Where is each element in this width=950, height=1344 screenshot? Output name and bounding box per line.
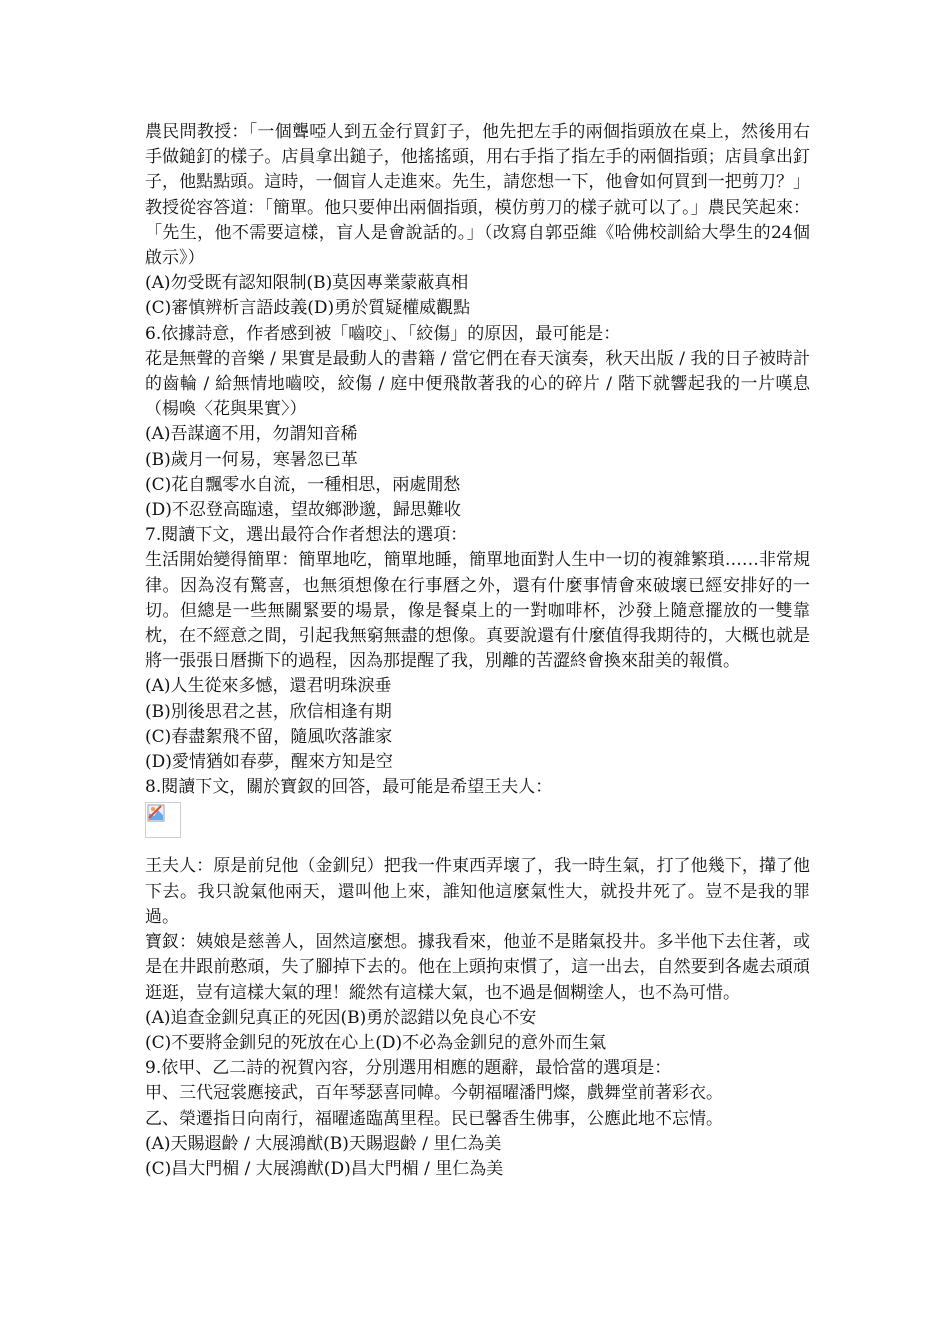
q7-option-b: (B)別後思君之甚，欣信相逢有期 <box>145 701 392 722</box>
q8-stem: 8.閱讀下文，關於寶釵的回答，最可能是希望王夫人： <box>145 777 553 798</box>
q9-stem: 9.依甲、乙二詩的祝賀內容，分別選用相應的題辭，最恰當的選項是： <box>145 1058 672 1079</box>
q8-options-ab: (A)追查金釧兒真正的死因(B)勇於認錯以免良心不安 <box>145 1007 537 1028</box>
q9-poem-b: 乙、榮遷指日向南行，福曜遙臨萬里程。民已馨香生佛事，公應此地不忘情。 <box>145 1108 723 1129</box>
q7-option-a: (A)人生從來多憾，還君明珠淚垂 <box>145 676 392 697</box>
q8-options-cd: (C)不要將金釧兒的死放在心上(D)不必為金釧兒的意外而生氣 <box>145 1032 607 1053</box>
q6-option-b: (B)歲月一何易，寒暑忽已革 <box>145 449 358 470</box>
q5-options-ab: (A)勿受既有認知限制(B)莫因專業蒙蔽真相 <box>145 273 469 294</box>
broken-image-glyph <box>147 804 167 824</box>
q6-poem: 花是無聲的音樂 / 果實是最動人的書籍 / 當它們在春天演奏，秋天出版 / 我的日子被時計的齒輪 / 給無情地嚙咬，絞傷 / 庭中便飛散著我的心的碎片 / 階下就響起我的一片嘆息（楊喚〈花與果實〉） <box>145 348 810 420</box>
q9-options-ab: (A)天賜遐齡 / 大展鴻猷(B)天賜遐齡 / 里仁為美 <box>145 1133 502 1154</box>
q6-option-a: (A)吾謀適不用，勿謂知音稀 <box>145 424 358 445</box>
q9-poem-a: 甲、三代冠裳應接武，百年琴瑟喜同幃。今朝福曜潘門燦，戲舞堂前著彩衣。 <box>145 1083 723 1104</box>
q6-stem: 6.依據詩意，作者感到被「嚙咬」、「絞傷」的原因，最可能是： <box>145 323 621 344</box>
q7-passage: 生活開始變得簡單：簡單地吃，簡單地睡，簡單地面對人生中一切的複雜繁瑣……非常規律。因為沒有驚喜，也無須想像在行事曆之外，還有什麼事情會來破壞已經安排好的一切。但總是一些無關緊要的場景，像是餐桌上的一對咖啡杯，沙發上隨意擺放的一雙靠枕，在不經意之間，引起我無窮無盡的想像。真要說還有什麼值得我期待的，大概也就是將一張張日曆撕下的過程，因為那提醒了我，別離的苦澀終會換來甜美的報償。 <box>145 550 810 672</box>
q5-passage: 農民問教授：「一個聾啞人到五金行買釘子，他先把左手的兩個指頭放在桌上，然後用右手做鎚釘的樣子。店員拿出鎚子，他搖搖頭，用右手指了指左手的兩個指頭；店員拿出釘子，他點點頭。這時，一個盲人走進來。先生，請您想一下，他會如何買到一把剪刀？」教授從容答道：「簡單。他只要伸出兩個指頭，模仿剪刀的樣子就可以了。」農民笑起來：「先生，他不需要這樣，盲人是會說話的。」（改寫自郭亞維《哈佛校訓給大學生的24個啟示》） <box>145 122 810 269</box>
q7-option-c: (C)春盡絮飛不留，隨風吹落誰家 <box>145 726 393 747</box>
q9-options-cd: (C)昌大門楣 / 大展鴻猷(D)昌大門楣 / 里仁為美 <box>145 1158 504 1179</box>
q8-dialogue-wang: 王夫人：原是前兒他（金釧兒）把我一件東西弄壞了，我一時生氣，打了他幾下，攆了他下去。我只說氣他兩天，還叫他上來，誰知他這麼氣性大，就投井死了。豈不是我的罪過。 <box>145 856 810 927</box>
q5-options-cd: (C)審慎辨析言語歧義(D)勇於質疑權威觀點 <box>145 298 471 319</box>
q8-dialogue-baochai: 寶釵：姨娘是慈善人，固然這麼想。據我看來，他並不是賭氣投井。多半他下去住著，或是在井跟前憨頑，失了腳掉下去的。他在上頭拘束慣了，這一出去，自然要到各處去頑頑逛逛，豈有這樣大氣的理！縱然有這樣大氣，也不過是個糊塗人，也不為可惜。 <box>145 932 810 1003</box>
q6-option-c: (C)花自飄零水自流，一種相思，兩處閒愁 <box>145 474 461 495</box>
exam-page <box>145 120 810 1182</box>
broken-image-icon <box>145 802 181 838</box>
q7-option-d: (D)愛情猶如春夢，醒來方知是空 <box>145 752 393 773</box>
q7-stem: 7.閱讀下文，選出最符合作者想法的選項： <box>145 525 468 546</box>
q6-option-d: (D)不忍登高臨遠，望故鄉渺邈，歸思難收 <box>145 500 461 521</box>
